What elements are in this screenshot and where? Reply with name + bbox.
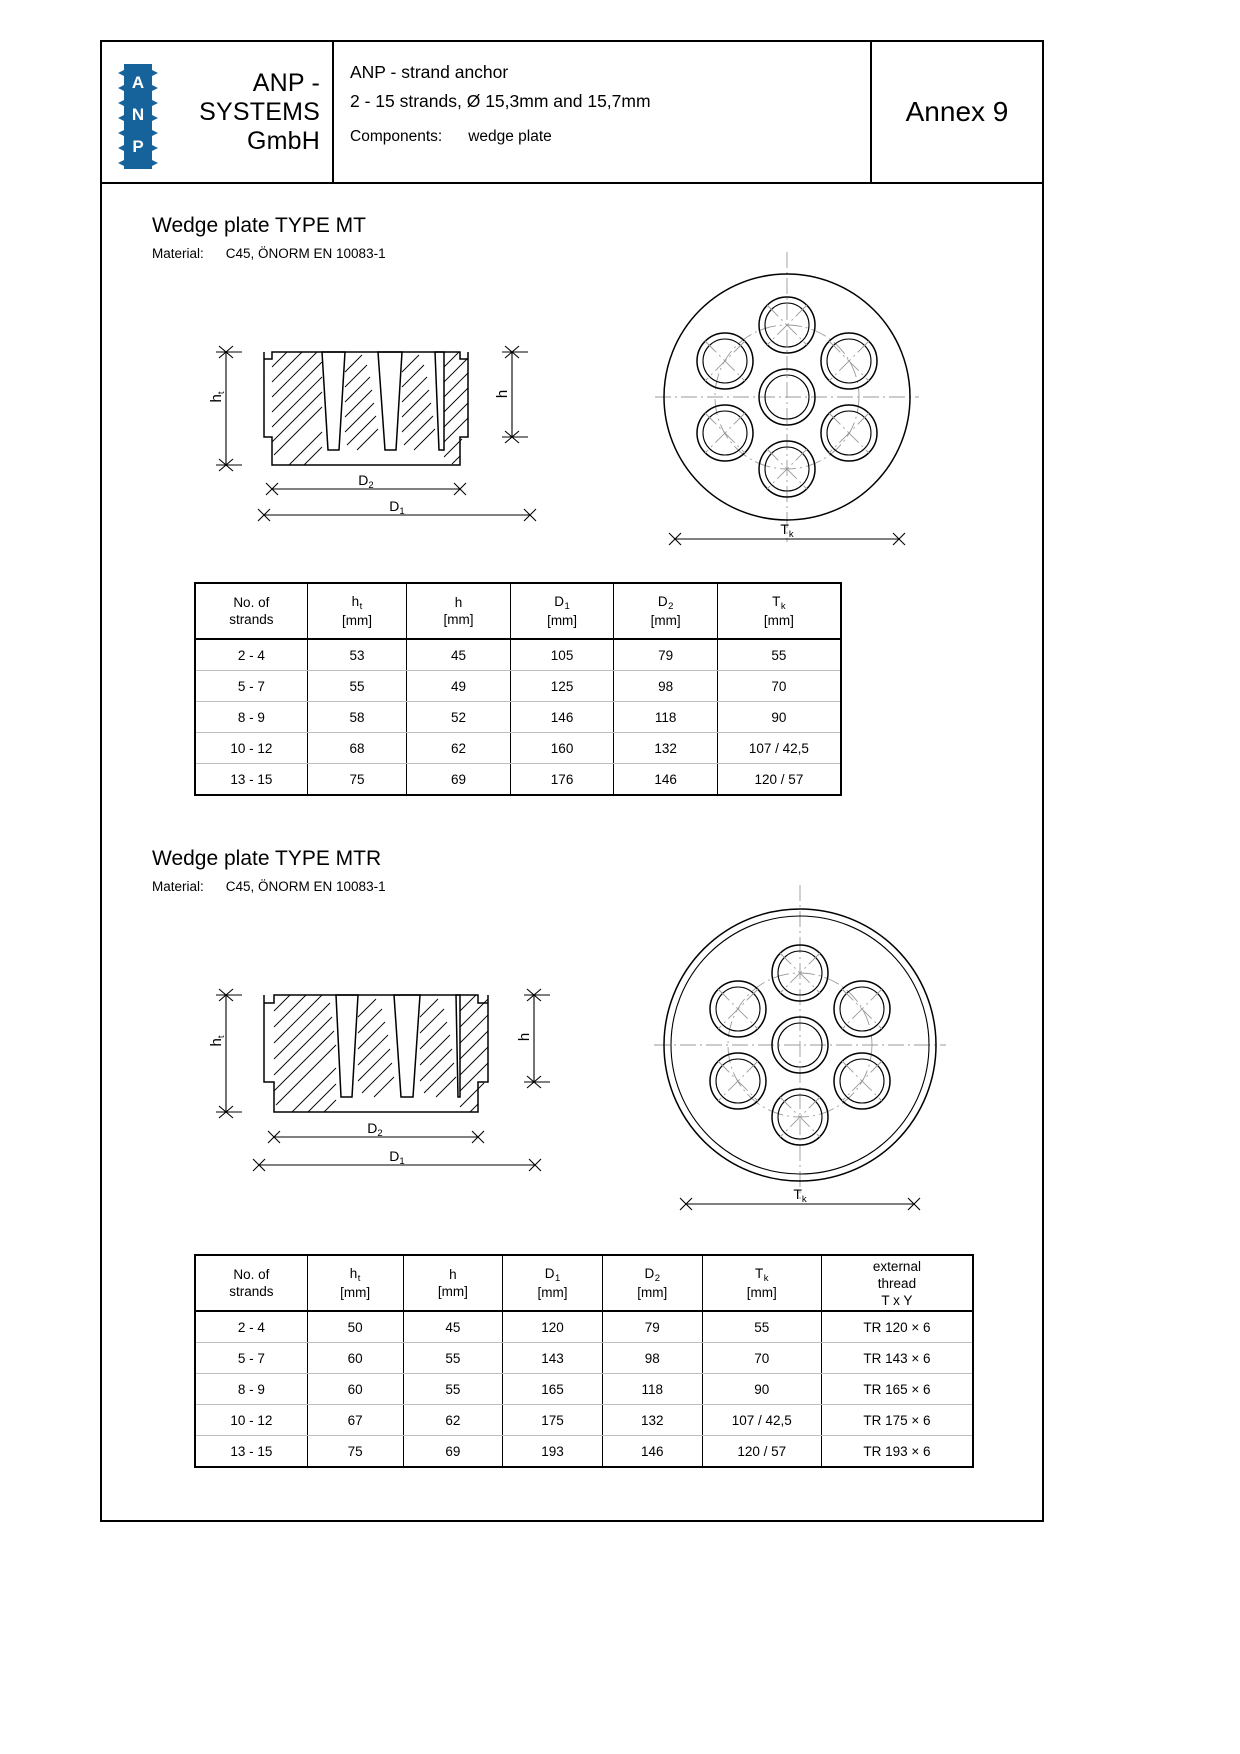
th-d1-mt: $D_1$ [mm] — [510, 583, 614, 639]
drawing-sheet-frame — [100, 40, 1044, 1522]
company-name-line-3: GmbH — [246, 126, 320, 155]
th-no-of-strands-mt: No. of strands — [195, 583, 307, 639]
cell-d2: 79 — [614, 639, 718, 671]
cell-h: 52 — [407, 702, 511, 733]
mt-hatch-right — [444, 352, 468, 464]
material-label-mtr: Material: — [152, 879, 204, 894]
cell-ht: 67 — [307, 1405, 403, 1436]
wedge-plate-mt-table — [194, 582, 842, 796]
dim-d2-mtr — [268, 1120, 484, 1143]
cell-tk: 70 — [702, 1343, 821, 1374]
company-name-line-2: SYSTEMS — [199, 97, 320, 126]
cell-strands: 8 - 9 — [195, 702, 307, 733]
title-block — [102, 42, 1042, 184]
mtr-hatch-mid1 — [358, 999, 394, 1097]
cell-h: 69 — [407, 764, 511, 796]
th-d2-mt: $D_2$ [mm] — [614, 583, 718, 639]
table-row — [195, 1405, 973, 1436]
table-header-row-mtr — [195, 1255, 973, 1311]
mt-cone-slot-1 — [322, 352, 345, 450]
cell-d2: 118 — [614, 702, 718, 733]
cell-d2: 132 — [614, 733, 718, 764]
th-no-of-strands-mtr: No. of strands — [195, 1255, 307, 1311]
material-value-mtr: C45, ÖNORM EN 10083-1 — [225, 879, 386, 894]
cell-h: 55 — [403, 1374, 503, 1405]
cell-h: 49 — [407, 671, 511, 702]
cell-external-thread: TR 120 × 6 — [821, 1311, 973, 1343]
svg-text:D2: $D_2$ — [358, 472, 374, 491]
th-h-mtr: h [mm] — [403, 1255, 503, 1311]
cell-strands: 5 - 7 — [195, 671, 307, 702]
th-h-mt: h [mm] — [407, 583, 511, 639]
cell-strands: 13 - 15 — [195, 764, 307, 796]
cell-ht: 68 — [307, 733, 407, 764]
components-value: wedge plate — [468, 128, 552, 145]
table-row — [195, 733, 841, 764]
cell-tk: 120 / 57 — [702, 1436, 821, 1468]
th-d2-mtr: $D_2$ [mm] — [602, 1255, 702, 1311]
cell-ht: 75 — [307, 1436, 403, 1468]
mt-hatch-mid1 — [345, 355, 378, 450]
cell-external-thread: TR 165 × 6 — [821, 1374, 973, 1405]
table-row — [195, 1343, 973, 1374]
section-title-mtr: Wedge plate TYPE MTR — [152, 847, 382, 870]
cell-d1: 175 — [503, 1405, 603, 1436]
cell-d2: 118 — [602, 1374, 702, 1405]
svg-text:ht: $h_t$ — [208, 1035, 227, 1047]
th-external-thread-mtr: external thread T x Y — [821, 1255, 973, 1311]
cell-h: 45 — [407, 639, 511, 671]
product-spec: 2 - 15 strands, Ø 15,3mm and 15,7mm — [350, 91, 651, 111]
svg-text:ht: $h_t$ — [208, 391, 227, 403]
company-name-line-1: ANP - — [252, 68, 320, 97]
wedge-plate-mt-d1-dim — [252, 497, 542, 527]
mtr-cone-slot-3 — [456, 995, 460, 1097]
cell-ht: 50 — [307, 1311, 403, 1343]
cell-d1: 165 — [503, 1374, 603, 1405]
cell-strands: 2 - 4 — [195, 639, 307, 671]
cell-h: 69 — [403, 1436, 503, 1468]
cell-tk: 120 / 57 — [717, 764, 841, 796]
table-row — [195, 764, 841, 796]
cell-d2: 98 — [602, 1343, 702, 1374]
th-d1-mtr: $D_1$ [mm] — [503, 1255, 603, 1311]
cell-strands: 10 - 12 — [195, 1405, 307, 1436]
annex-number: Annex 9 — [905, 96, 1009, 127]
section-material-mt — [152, 246, 386, 261]
mtr-cone-slot-2 — [394, 995, 420, 1097]
cell-ht: 55 — [307, 671, 407, 702]
dim-ht-mtr — [208, 989, 242, 1118]
cell-strands: 5 - 7 — [195, 1343, 307, 1374]
wedge-plate-mt-front-view — [637, 242, 937, 552]
dim-tk-mtr — [680, 1186, 920, 1210]
dim-h-mt — [494, 346, 528, 443]
cell-ht: 53 — [307, 639, 407, 671]
cell-strands: 13 - 15 — [195, 1436, 307, 1468]
mt-hatch-mid2 — [402, 355, 435, 450]
cell-d2: 132 — [602, 1405, 702, 1436]
section-material-mtr — [152, 879, 386, 894]
cell-d1: 120 — [503, 1311, 603, 1343]
svg-text:D1: $D_1$ — [389, 498, 405, 517]
th-tk-mtr: $T_k$ [mm] — [702, 1255, 821, 1311]
cell-d1: 176 — [510, 764, 614, 796]
mtr-cone-slot-1 — [336, 995, 358, 1097]
table-row — [195, 639, 841, 671]
components-row — [350, 122, 870, 151]
dim-ht-mt — [208, 346, 242, 471]
table-row — [195, 1374, 973, 1405]
cell-d1: 146 — [510, 702, 614, 733]
mt-cone-slot-3 — [435, 352, 444, 450]
mtr-hatch-left — [274, 995, 336, 1112]
th-ht-mtr: $h_t$ [mm] — [307, 1255, 403, 1311]
cell-d2: 79 — [602, 1311, 702, 1343]
cell-d1: 125 — [510, 671, 614, 702]
wedge-plate-mtr-side-view — [208, 937, 582, 1147]
cell-d2: 98 — [614, 671, 718, 702]
cell-strands: 2 - 4 — [195, 1311, 307, 1343]
table-header-row-mt — [195, 583, 841, 639]
cell-strands: 10 - 12 — [195, 733, 307, 764]
cell-external-thread: TR 143 × 6 — [821, 1343, 973, 1374]
cell-tk: 107 / 42,5 — [717, 733, 841, 764]
cell-tk: 70 — [717, 671, 841, 702]
cell-strands: 8 - 9 — [195, 1374, 307, 1405]
svg-text:Tk: $T_k$ — [780, 521, 794, 540]
anp-logo-icon — [116, 62, 160, 162]
svg-text:Tk: $T_k$ — [793, 1186, 807, 1205]
cell-ht: 58 — [307, 702, 407, 733]
cell-h: 62 — [403, 1405, 503, 1436]
cell-tk: 90 — [702, 1374, 821, 1405]
cell-tk: 107 / 42,5 — [702, 1405, 821, 1436]
material-value-mt: C45, ÖNORM EN 10083-1 — [225, 246, 386, 261]
cell-d1: 193 — [503, 1436, 603, 1468]
cell-tk: 90 — [717, 702, 841, 733]
svg-text:D1: $D_1$ — [389, 1148, 405, 1167]
cell-h: 62 — [407, 733, 511, 764]
wedge-plate-mtr-table — [194, 1254, 974, 1468]
drawing-description-cell — [334, 42, 872, 182]
company-name — [160, 69, 332, 156]
wedge-plate-mtr-d1-dim — [247, 1147, 547, 1177]
dim-h-mtr — [516, 989, 550, 1088]
svg-text:h: h — [516, 1032, 533, 1042]
table-row — [195, 702, 841, 733]
cell-d1: 143 — [503, 1343, 603, 1374]
mtr-hatch-right — [460, 995, 488, 1112]
cell-tk: 55 — [717, 639, 841, 671]
cell-d1: 160 — [510, 733, 614, 764]
table-row — [195, 1311, 973, 1343]
company-logo-cell — [102, 42, 334, 182]
cell-h: 45 — [403, 1311, 503, 1343]
product-title: ANP - strand anchor — [350, 62, 509, 82]
th-tk-mt: $T_k$ [mm] — [717, 583, 841, 639]
wedge-plate-mt-side-view — [208, 297, 552, 497]
table-body-mt — [195, 639, 841, 795]
mt-hatch-left — [272, 352, 322, 465]
cell-ht: 60 — [307, 1343, 403, 1374]
svg-text:D2: $D_2$ — [367, 1120, 383, 1139]
table-row — [195, 671, 841, 702]
cell-d2: 146 — [602, 1436, 702, 1468]
material-label-mt: Material: — [152, 246, 204, 261]
cell-d2: 146 — [614, 764, 718, 796]
dim-d2-mt — [266, 472, 466, 495]
cell-tk: 55 — [702, 1311, 821, 1343]
components-label: Components: — [350, 128, 443, 145]
svg-text:h: h — [494, 389, 511, 399]
table-row — [195, 1436, 973, 1468]
logo-letter-p: P — [132, 137, 144, 156]
logo-letter-n: N — [131, 105, 145, 124]
cell-ht: 75 — [307, 764, 407, 796]
wedge-plate-mtr-front-view — [632, 877, 962, 1217]
mtr-hatch-mid2 — [420, 999, 456, 1097]
logo-letter-a: A — [131, 73, 145, 92]
th-ht-mt: $h_t$ [mm] — [307, 583, 407, 639]
cell-h: 55 — [403, 1343, 503, 1374]
cell-external-thread: TR 175 × 6 — [821, 1405, 973, 1436]
cell-ht: 60 — [307, 1374, 403, 1405]
table-body-mtr — [195, 1311, 973, 1467]
section-title-mt: Wedge plate TYPE MT — [152, 214, 366, 237]
cell-external-thread: TR 193 × 6 — [821, 1436, 973, 1468]
mt-cone-slot-2 — [378, 352, 402, 450]
cell-d1: 105 — [510, 639, 614, 671]
